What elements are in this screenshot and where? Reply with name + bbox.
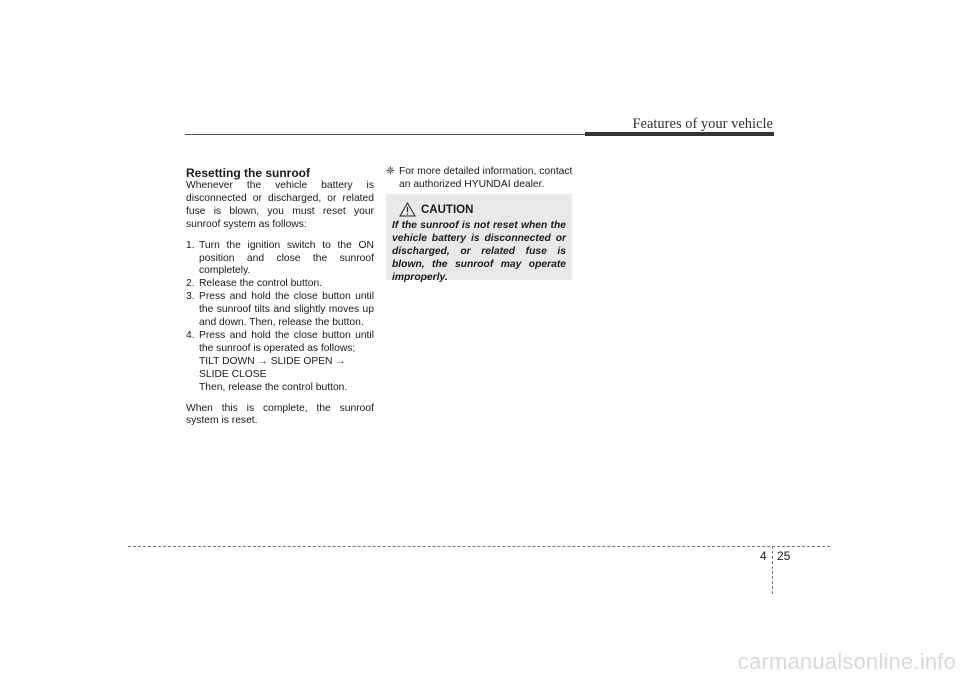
- note-mark: ❈: [386, 166, 395, 177]
- release-instruction: Then, release the control button.: [199, 381, 348, 393]
- list-item: [186, 240, 374, 279]
- info-note: [386, 166, 574, 192]
- page-separator: [772, 546, 773, 594]
- right-column: [386, 166, 574, 192]
- left-column: [186, 166, 374, 428]
- caution-title: CAUTION: [421, 203, 474, 216]
- step-number: 1.: [186, 239, 195, 251]
- step-text: Turn the ignition switch to the ON position and close the sunroof completely.: [199, 239, 374, 277]
- list-item: [186, 278, 374, 291]
- header-rule: [185, 134, 585, 135]
- footer-rule: [128, 546, 830, 547]
- list-item: [186, 330, 374, 356]
- list-item: [186, 291, 374, 330]
- intro-paragraph: Whenever the vehicle battery is disconnected or discharged, or related fuse is blown, you must reset your sunroof system as follows:: [186, 180, 374, 230]
- caution-text: If the sunroof is not reset when the vehicle battery is disconnected or discharged, or related fuse is blown, the sunroof may operate improperly.: [392, 220, 566, 283]
- step-text: Press and hold the close button until the sunroof is operated as follows;: [199, 329, 374, 354]
- header-rule-accent: [585, 132, 774, 136]
- header-title: Features of your vehicle: [632, 116, 773, 132]
- caution-box: [386, 194, 572, 283]
- reset-steps-list: [186, 240, 374, 356]
- caution-header: [392, 202, 566, 217]
- operation-sequence: TILT DOWN → SLIDE OPEN → SLIDE CLOSE: [199, 355, 346, 380]
- warning-triangle-icon: [399, 202, 416, 217]
- page-number: 25: [777, 549, 791, 563]
- note-text: For more detailed information, contact an authorized HYUNDAI dealer.: [399, 166, 573, 190]
- watermark: carmanualsonline.info: [737, 649, 956, 674]
- step-number: 2.: [186, 278, 195, 290]
- step-number: 3.: [186, 291, 195, 303]
- step-text: Release the control button.: [199, 278, 323, 290]
- chapter-number: 4: [760, 549, 767, 563]
- section-heading: Resetting the sunroof: [186, 166, 311, 180]
- step-number: 4.: [186, 329, 195, 341]
- step-text: Press and hold the close button until the sunroof tilts and slightly moves up and down. Then, release the button.: [199, 291, 374, 329]
- completion-paragraph: When this is complete, the sunroof system is reset.: [186, 402, 374, 427]
